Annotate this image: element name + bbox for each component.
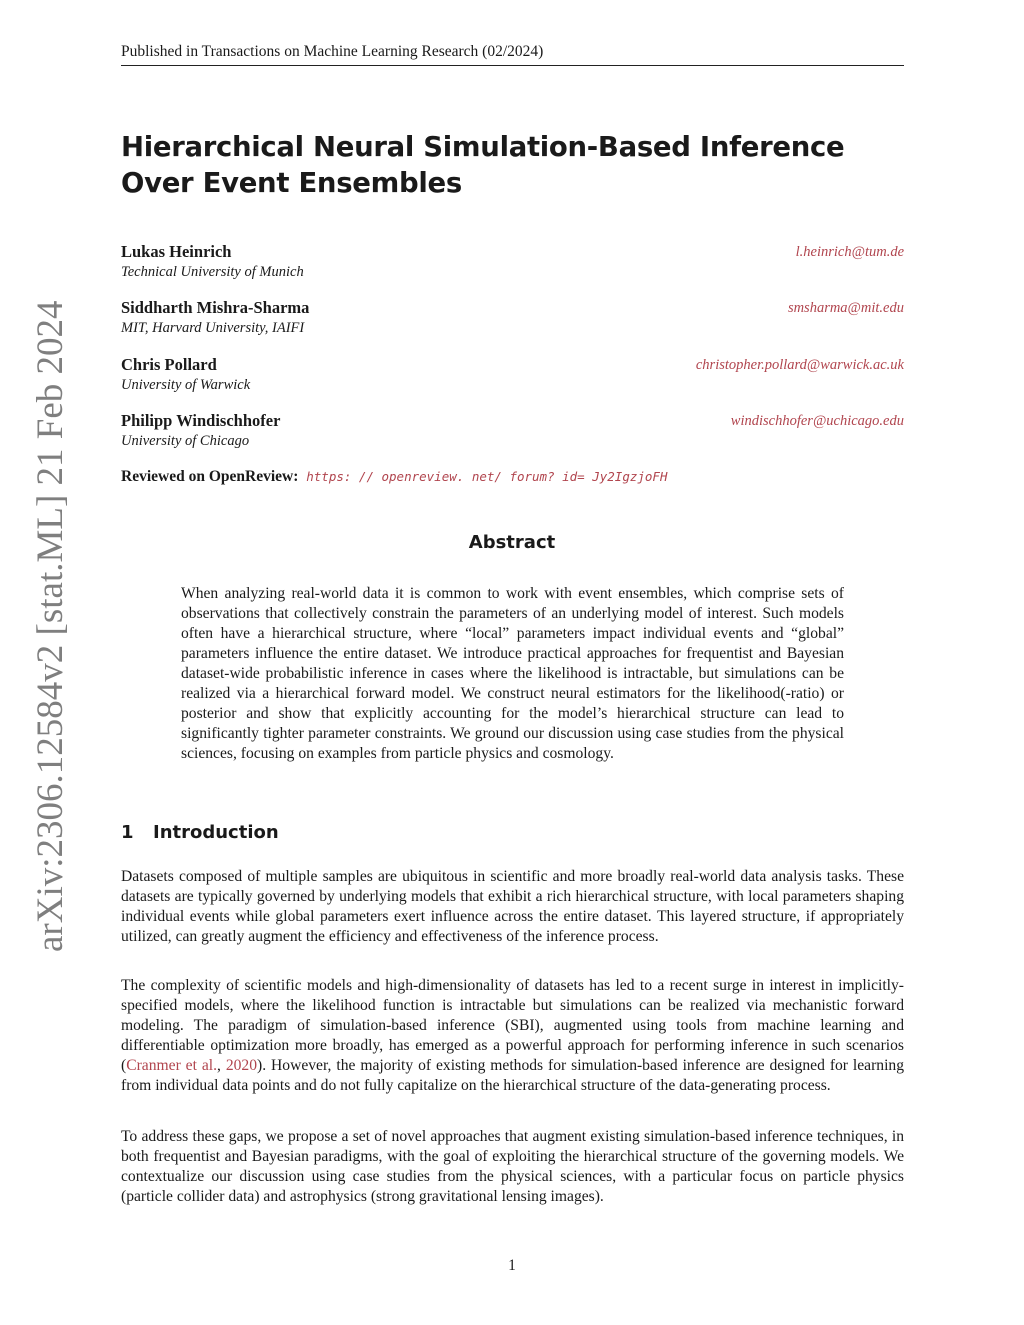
author-email-link[interactable]: l.heinrich@tum.de: [795, 244, 904, 260]
abstract-heading: Abstract: [468, 532, 556, 553]
paragraph-text: ). However, the majority of existing methods for simulation-based inference are designed for learning from individual data points and do not fully capitalize on the hierarchical structure of the data-generating process.: [121, 1057, 905, 1094]
citation-separator: ,: [217, 1057, 226, 1074]
author-name: Lukas Heinrich: [121, 242, 232, 261]
intro-paragraph: Datasets composed of multiple samples are ubiquitous in scientific and more broadly real-world data analysis tasks. These datasets are typically governed by underlying models that exhibit a rich hierarchical structure, with local parameters shaping individual events while global parameters exert influence across the entire dataset. This layered structure, if appropriately utilized, can greatly augment the efficiency and effectiveness of the inference process.: [121, 868, 904, 945]
page-number: 1: [508, 1257, 516, 1274]
review-line: [121, 467, 667, 487]
author-email-link[interactable]: christopher.pollard@warwick.ac.uk: [695, 357, 904, 373]
author-affiliation: University of Warwick: [121, 377, 251, 393]
author-name: Chris Pollard: [121, 355, 217, 374]
review-label: Reviewed on OpenReview:: [121, 468, 299, 485]
author-block: [121, 242, 904, 282]
abstract-text: When analyzing real-world data it is common to work with event ensembles, which comprise sets of observations that collectively constrain the parameters of an underlying model of interest. Such models often have a hierarchical structure, where “local” parameters impact individual events and “global” parameters influence the entire dataset. We introduce practical approaches for frequentist and Bayesian dataset-wide probabilistic inference in cases where the likelihood is intractable, but simulations can be realized via a hierarchical forward model. We construct neural estimators for the likelihood(-ratio) or posterior and show that explicitly accounting for the model’s hierarchical structure can lead to significantly tighter parameter constraints. We ground our discussion using case studies from the physical sciences, focusing on examples from particle physics and cosmology.: [181, 585, 844, 762]
paper-title: Hierarchical Neural Simulation-Based Inference Over Event Ensembles: [121, 131, 845, 199]
author-affiliation: MIT, Harvard University, IAIFI: [121, 320, 305, 336]
author-name: Siddharth Mishra-Sharma: [121, 298, 310, 317]
section-number: 1: [121, 822, 134, 843]
openreview-link[interactable]: https: // openreview. net/ forum? id= Jy2IgzjoFH: [306, 469, 668, 484]
arxiv-stamp: arXiv:2306.12584v2 [stat.ML] 21 Feb 2024: [30, 300, 71, 952]
author-name: Philipp Windischhofer: [121, 411, 281, 430]
intro-paragraph: [121, 976, 904, 1096]
author-email-link[interactable]: smsharma@mit.edu: [787, 300, 904, 316]
section-heading: [121, 822, 279, 843]
author-email-link[interactable]: windischhofer@uchicago.edu: [730, 413, 904, 429]
running-head: Published in Transactions on Machine Learning Research (02/2024): [121, 43, 904, 66]
paragraph-text: The complexity of scientific models and high-dimensionality of datasets has led to a recent surge in interest in implicitly-specified models, where the likelihood function is intractable but simulations can be realized via mechanistic forward modeling. The paradigm of simulation-based inference (SBI), augmented using tools from machine learning and differentiable optimization more broadly, has emerged as a powerful approach for performing inference in such scenarios (: [121, 977, 904, 1074]
author-affiliation: Technical University of Munich: [121, 264, 304, 280]
author-affiliation: University of Chicago: [121, 433, 250, 449]
intro-paragraph: To address these gaps, we propose a set of novel approaches that augment existing simulation-based inference techniques, in both frequentist and Bayesian paradigms, with the goal of exploiting the hierarchical structure of the governing models. We contextualize our discussion using case studies from the physical sciences, with a particular focus on particle physics (particle collider data) and astrophysics (strong gravitational lensing images).: [121, 1128, 904, 1205]
author-block: [121, 355, 904, 395]
author-block: [121, 411, 904, 451]
citation-author-link[interactable]: Cranmer et al.: [126, 1057, 217, 1074]
citation-year-link[interactable]: 2020: [225, 1057, 258, 1074]
author-block: [121, 298, 904, 338]
section-title: Introduction: [153, 822, 279, 843]
